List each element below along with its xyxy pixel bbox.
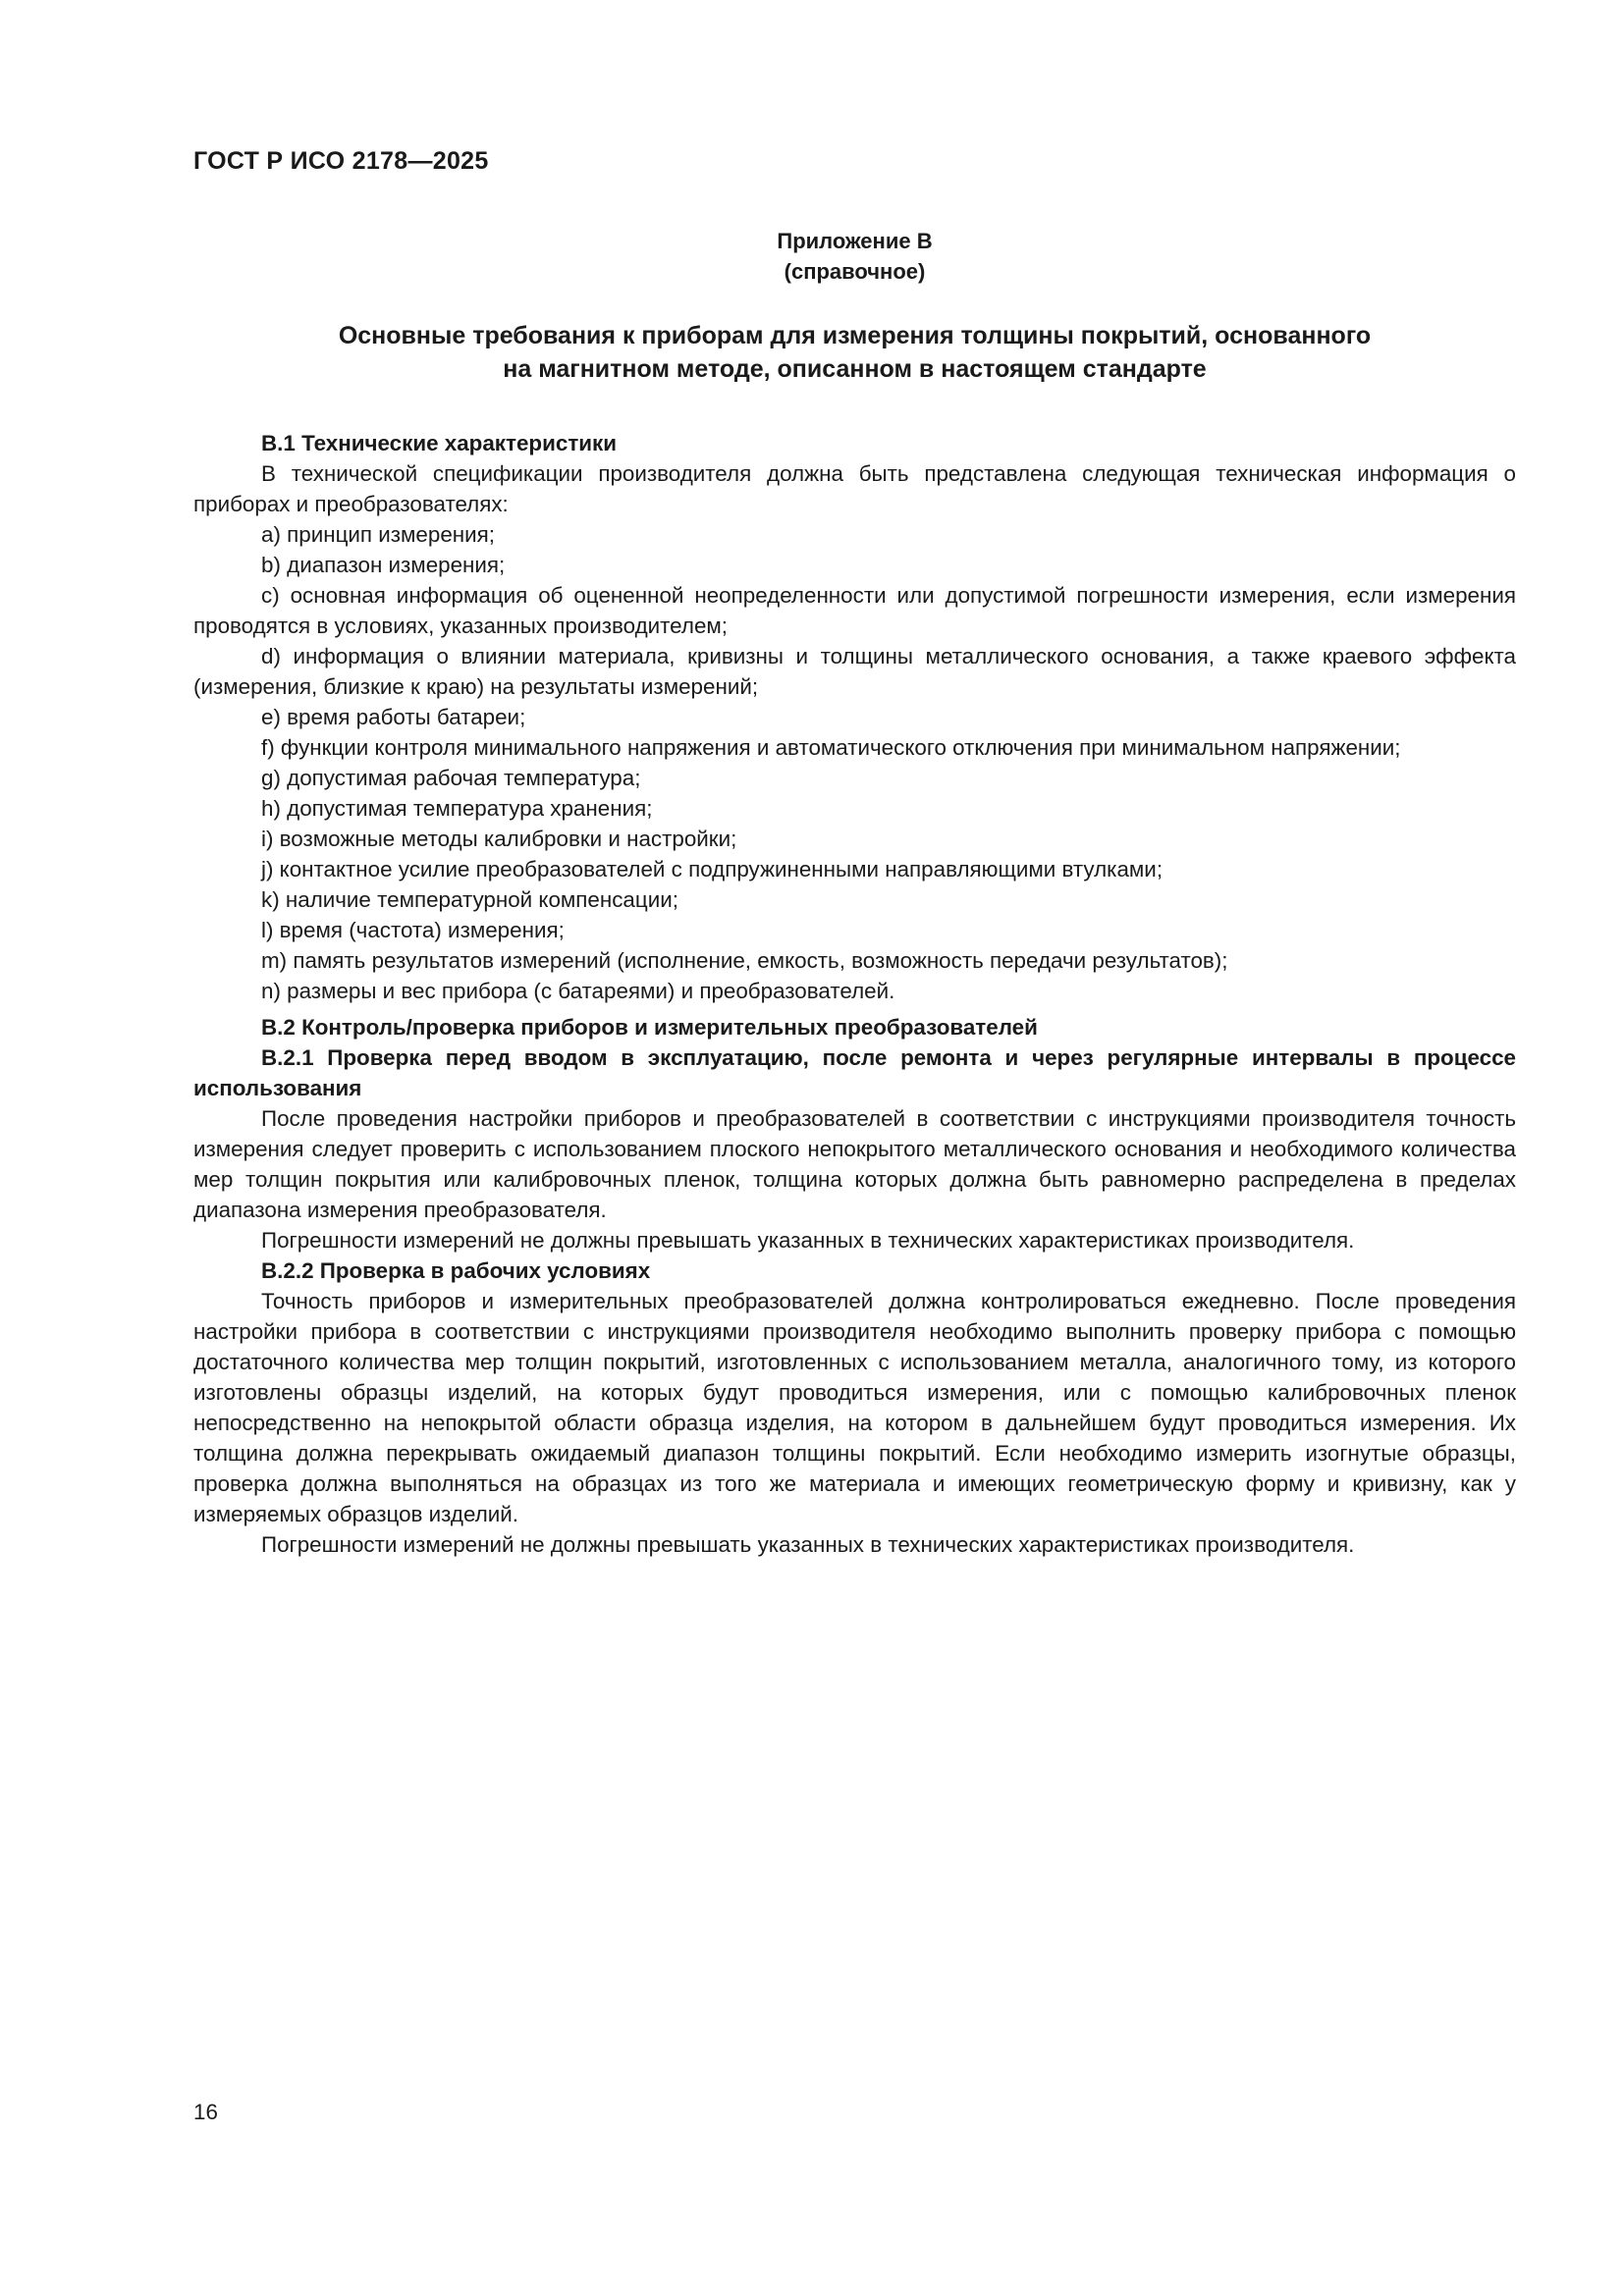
appendix-label-block (193, 226, 1516, 287)
section-b2-heading: В.2 Контроль/проверка приборов и измерительных преобразователей (261, 1015, 1038, 1040)
list-item: i) возможные методы калибровки и настройки; (261, 827, 737, 851)
list-item: h) допустимая температура хранения; (261, 796, 653, 821)
list-item: e) время работы батареи; (261, 705, 526, 729)
appendix-title-line-1: Основные требования к приборам для измерения толщины покрытий, основанного (338, 322, 1372, 349)
list-item: k) наличие температурной компенсации; (261, 887, 678, 912)
list-item: m) память результатов измерений (исполнение, емкость, возможность передачи результатов); (261, 948, 1228, 973)
section-b1-list (193, 519, 1516, 1006)
list-item: j) контактное усилие преобразователей с подпружиненными направляющими втулками; (261, 857, 1164, 881)
list-item: c) основная информация об оцененной неопределенности или допустимой погрешности измерения, если измерения проводятся в условиях, указанных производителем; (193, 583, 1516, 638)
list-item: n) размеры и вес прибора (с батареями) и преобразователей. (261, 979, 895, 1003)
appendix-type: (справочное) (784, 259, 926, 284)
section-b22-heading: В.2.2 Проверка в рабочих условиях (261, 1258, 651, 1283)
page-number: 16 (193, 2100, 218, 2124)
list-item: l) время (частота) измерения; (261, 918, 565, 942)
document-id: ГОСТ Р ИСО 2178—2025 (193, 147, 489, 175)
section-b1-intro: В технической спецификации производителя должна быть представлена следующая техническая информация о приборах и преобразователях: (193, 461, 1516, 516)
section-b22-paragraph: Погрешности измерений не должны превышать указанных в технических характеристиках производителя. (261, 1532, 1355, 1557)
section-b21-paragraph: После проведения настройки приборов и преобразователей в соответствии с инструкциями производителя точность измерения следует проверить с использованием плоского непокрытого металлического основания и необходимого количества мер толщин покрытия или калибровочных пленок, толщина которых должна быть равномерно распределена в пределах диапазона измерения преобразователя. (193, 1106, 1516, 1222)
list-item: b) диапазон измерения; (261, 553, 506, 577)
list-item: g) допустимая рабочая температура; (261, 766, 641, 790)
section-b21-heading: В.2.1 Проверка перед вводом в эксплуатацию, после ремонта и через регулярные интервалы в процессе использования (193, 1045, 1516, 1100)
list-item: d) информация о влиянии материала, кривизны и толщины металлического основания, а также краевого эффекта (измерения, близкие к краю) на результаты измерений; (193, 644, 1516, 699)
section-b21-paragraph: Погрешности измерений не должны превышать указанных в технических характеристиках производителя. (261, 1228, 1355, 1253)
list-item: f) функции контроля минимального напряжения и автоматического отключения при минимальном напряжении; (261, 735, 1401, 760)
section-b1-heading: В.1 Технические характеристики (261, 431, 618, 455)
list-item: a) принцип измерения; (261, 522, 495, 547)
appendix-title-line-2: на магнитном методе, описанном в настоящем стандарте (503, 355, 1207, 383)
document-body (193, 428, 1516, 1560)
appendix-label: Приложение В (777, 229, 933, 253)
appendix-title (193, 319, 1516, 386)
section-b22-paragraph: Точность приборов и измерительных преобразователей должна контролироваться ежедневно. После проведения настройки прибора в соответствии с инструкциями производителя необходимо выполнить проверку прибора с помощью достаточного количества мер толщин покрытий, изготовленных с использованием металла, аналогичного тому, из которого изготовлены образцы изделий, на которых будут проводиться измерения, или с помощью калибровочных пленок непосредственно на непокрытой области образца изделия, на котором в дальнейшем будут проводиться измерения. Их толщина должна перекрывать ожидаемый диапазон толщины покрытий. Если необходимо измерить изогнутые образцы, проверка должна выполняться на образцах из того же материала и имеющих геометрическую форму и кривизну, как у измеряемых образцов изделий. (193, 1289, 1516, 1526)
